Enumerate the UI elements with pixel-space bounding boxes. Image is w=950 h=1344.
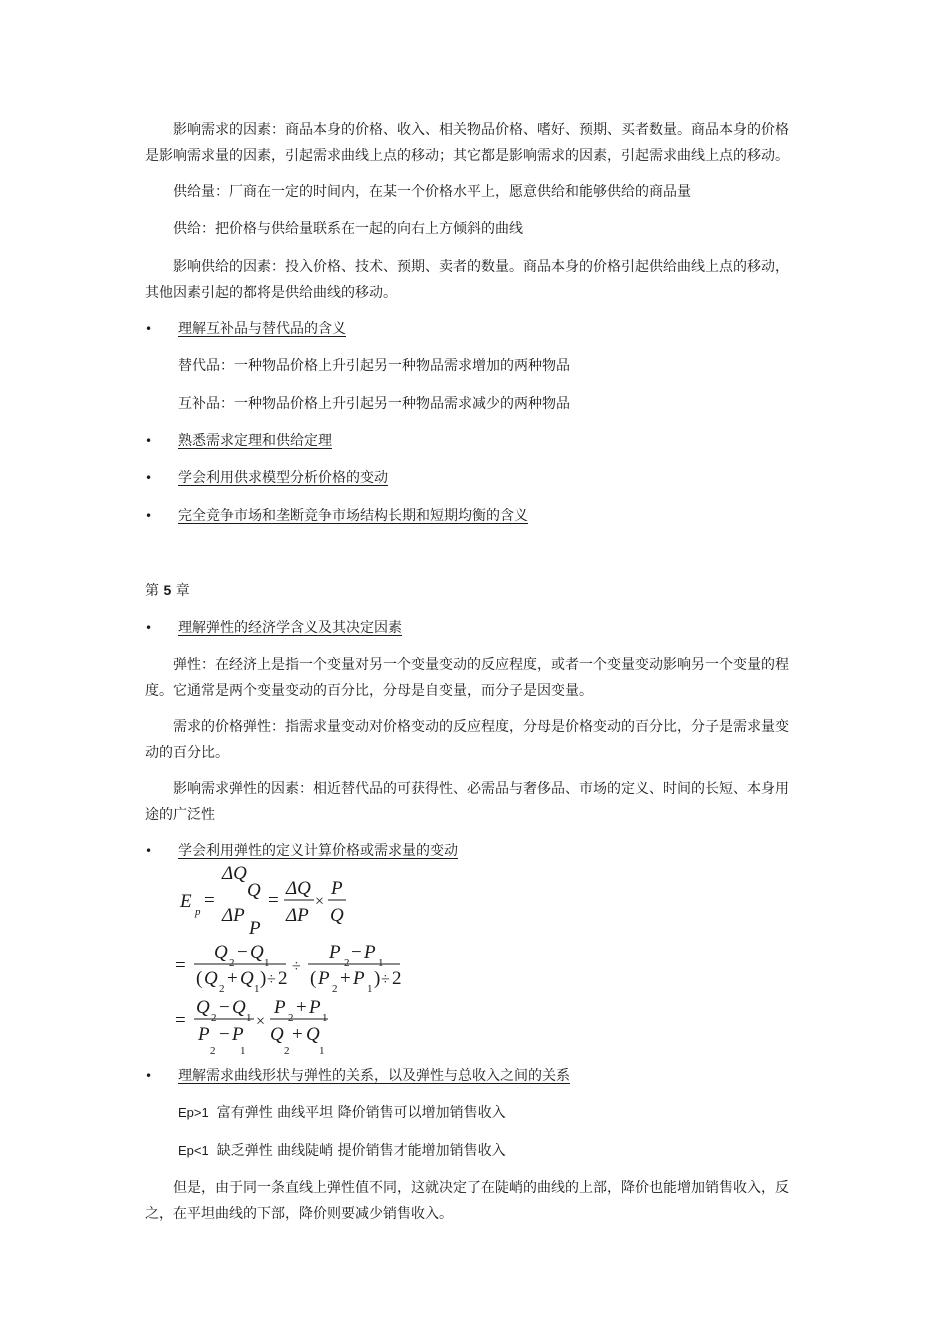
symbol-div: ÷ bbox=[267, 971, 276, 988]
symbol-p-subscript: p bbox=[195, 906, 201, 918]
symbol-p: P bbox=[329, 942, 341, 963]
text-line: 影响需求的因素：商品本身的价格、收入、相关物品价格、嗜好、预期、买者数量。商品本身的价格 bbox=[173, 122, 789, 138]
ep-label: Ep<1 bbox=[178, 1143, 209, 1158]
symbol-q: Q bbox=[196, 997, 210, 1018]
bullet-text: 学会利用供求模型分析价格的变动 bbox=[178, 470, 388, 486]
bullet-dot: • bbox=[145, 1069, 153, 1083]
paragraph-complement bbox=[178, 391, 570, 417]
symbol-equals: = bbox=[175, 1010, 186, 1031]
subscript-1: 1 bbox=[264, 957, 270, 969]
subscript-1: 1 bbox=[240, 1045, 246, 1057]
symbol-rparen: ) bbox=[374, 968, 381, 989]
text-line: 供给量：厂商在一定的时间内，在某一个价格水平上，愿意供给和能够供给的商品量 bbox=[173, 184, 691, 200]
subscript-1: 1 bbox=[367, 983, 373, 995]
subscript-2: 2 bbox=[219, 983, 225, 995]
subscript-2: 2 bbox=[288, 1012, 294, 1024]
symbol-times: × bbox=[315, 893, 325, 910]
paragraph-however bbox=[145, 1175, 810, 1227]
ep-label: Ep>1 bbox=[178, 1105, 209, 1120]
paragraph-supply bbox=[145, 216, 810, 242]
bullet-text: 熟悉需求定理和供给定理 bbox=[178, 433, 332, 449]
subscript-2: 2 bbox=[211, 1012, 217, 1024]
text-line: 互补品：一种物品价格上升引起另一种物品需求减少的两种物品 bbox=[178, 396, 570, 412]
bullet-dot: • bbox=[145, 471, 153, 485]
paragraph-demand-factors bbox=[145, 117, 810, 169]
symbol-plus: + bbox=[340, 968, 351, 989]
symbol-p: P bbox=[274, 997, 286, 1018]
subscript-1: 1 bbox=[246, 1012, 252, 1024]
paragraph-ep-less-1 bbox=[178, 1138, 506, 1164]
symbol-delta-q: ΔQ bbox=[286, 878, 311, 899]
elasticity-formula bbox=[170, 858, 430, 1063]
symbol-p: P bbox=[353, 968, 365, 989]
subscript-2: 2 bbox=[284, 1045, 290, 1057]
symbol-delta-q: ΔQ bbox=[222, 863, 247, 884]
chapter-prefix: 第 bbox=[145, 583, 159, 599]
subscript-2: 2 bbox=[332, 983, 338, 995]
symbol-equals: = bbox=[204, 890, 215, 911]
symbol-q: Q bbox=[270, 1024, 284, 1045]
subscript-1: 1 bbox=[322, 1012, 328, 1024]
symbol-q: Q bbox=[232, 997, 246, 1018]
symbol-p: P bbox=[364, 942, 376, 963]
symbol-minus: − bbox=[351, 942, 362, 963]
symbol-q: Q bbox=[204, 968, 218, 989]
paragraph-price-elasticity bbox=[145, 714, 810, 766]
text-line: 影响供给的因素：投入价格、技术、预期、卖者的数量。商品本身的价格引起供给曲线上点的移动， bbox=[173, 259, 789, 275]
digit-two: 2 bbox=[392, 968, 402, 989]
paragraph-supply-factors bbox=[145, 254, 810, 306]
subscript-1: 1 bbox=[378, 957, 384, 969]
symbol-rparen: ) bbox=[260, 968, 267, 989]
text-line: 弹性：在经济上是指一个变量对另一个变量变动的反应程度，或者一个变量变动影响另一个变量的程 bbox=[173, 657, 789, 673]
symbol-q: Q bbox=[306, 1024, 320, 1045]
bullet-text: 理解需求曲线形状与弹性的关系，以及弹性与总收入之间的关系 bbox=[178, 1068, 570, 1084]
text-line: 供给：把价格与供给量联系在一起的向右上方倾斜的曲线 bbox=[173, 221, 523, 237]
symbol-delta-p: ΔP bbox=[222, 905, 245, 926]
text-line: 动的百分比。 bbox=[145, 745, 229, 761]
subscript-1: 1 bbox=[254, 983, 260, 995]
symbol-e: E bbox=[180, 891, 192, 912]
paragraph-elasticity-factors bbox=[145, 776, 810, 828]
digit-two: 2 bbox=[278, 968, 288, 989]
symbol-q: Q bbox=[250, 942, 264, 963]
text-line: 富有弹性 曲线平坦 降价销售可以增加销售收入 bbox=[216, 1105, 506, 1121]
symbol-lparen: ( bbox=[196, 968, 203, 989]
symbol-p: P bbox=[309, 997, 321, 1018]
bullet-text: 学会利用弹性的定义计算价格或需求量的变动 bbox=[178, 843, 458, 859]
symbol-p: P bbox=[331, 878, 343, 899]
text-line: 替代品：一种物品价格上升引起另一种物品需求增加的两种物品 bbox=[178, 358, 570, 374]
symbol-equals: = bbox=[175, 955, 186, 976]
paragraph-substitute bbox=[178, 353, 570, 379]
text-line: 缺乏弹性 曲线陡峭 提价销售才能增加销售收入 bbox=[216, 1143, 506, 1159]
subscript-2: 2 bbox=[229, 957, 235, 969]
symbol-p: P bbox=[249, 918, 261, 939]
symbol-q: Q bbox=[330, 905, 344, 926]
symbol-plus: + bbox=[227, 968, 238, 989]
text-line: 影响需求弹性的因素：相近替代品的可获得性、必需品与奢侈品、市场的定义、时间的长短、本身用 bbox=[173, 781, 789, 797]
text-line: 需求的价格弹性：指需求量变动对价格变动的反应程度，分母是价格变动的百分比，分子是需求量变 bbox=[173, 719, 789, 735]
subscript-2: 2 bbox=[344, 957, 350, 969]
bullet-dot: • bbox=[145, 621, 153, 635]
symbol-div: ÷ bbox=[292, 958, 301, 975]
bullet-dot: • bbox=[145, 434, 153, 448]
bullet-text: 理解互补品与替代品的含义 bbox=[178, 321, 346, 337]
subscript-2: 2 bbox=[210, 1045, 216, 1057]
paragraph-supply-quantity bbox=[145, 179, 810, 205]
text-line: 是影响需求量的因素，引起需求曲线上点的移动；其它都是影响需求的因素，引起需求曲线上点的移动。 bbox=[145, 148, 789, 164]
symbol-lparen: ( bbox=[310, 968, 317, 989]
symbol-delta-p: ΔP bbox=[286, 905, 309, 926]
bullet-text: 完全竞争市场和垄断竞争市场结构长期和短期均衡的含义 bbox=[178, 508, 528, 524]
bullet-text: 理解弹性的经济学含义及其决定因素 bbox=[178, 620, 402, 636]
symbol-plus: + bbox=[296, 997, 307, 1018]
bullet-dot: • bbox=[145, 509, 153, 523]
bullet-dot: • bbox=[145, 322, 153, 336]
paragraph-elasticity bbox=[145, 652, 810, 704]
symbol-q: Q bbox=[214, 942, 228, 963]
symbol-minus: − bbox=[219, 1024, 230, 1045]
text-line: 度。它通常是两个变量变动的百分比，分母是自变量，而分子是因变量。 bbox=[145, 683, 593, 699]
paragraph-ep-greater-1 bbox=[178, 1100, 506, 1126]
bullet-dot: • bbox=[145, 844, 153, 858]
chapter-suffix: 章 bbox=[175, 583, 190, 599]
symbol-p: P bbox=[232, 1024, 244, 1045]
symbol-div: ÷ bbox=[381, 971, 390, 988]
text-line: 之，在平坦曲线的下部，降价则要减少销售收入。 bbox=[145, 1206, 453, 1222]
symbol-p: P bbox=[318, 968, 330, 989]
chapter-number: 5 bbox=[163, 582, 172, 598]
symbol-minus: − bbox=[237, 942, 248, 963]
symbol-equals: = bbox=[268, 890, 279, 911]
symbol-plus: + bbox=[292, 1024, 303, 1045]
symbol-q: Q bbox=[240, 968, 254, 989]
text-line: 其他因素引起的都将是供给曲线的移动。 bbox=[145, 285, 397, 301]
symbol-q: Q bbox=[247, 880, 261, 901]
symbol-p: P bbox=[198, 1024, 210, 1045]
subscript-1: 1 bbox=[319, 1045, 325, 1057]
chapter-heading bbox=[145, 577, 190, 604]
text-line: 但是，由于同一条直线上弹性值不同，这就决定了在陡峭的曲线的上部，降价也能增加销售收入，反 bbox=[173, 1180, 789, 1196]
symbol-minus: − bbox=[219, 997, 230, 1018]
text-line: 途的广泛性 bbox=[145, 807, 215, 823]
symbol-times: × bbox=[256, 1013, 266, 1030]
